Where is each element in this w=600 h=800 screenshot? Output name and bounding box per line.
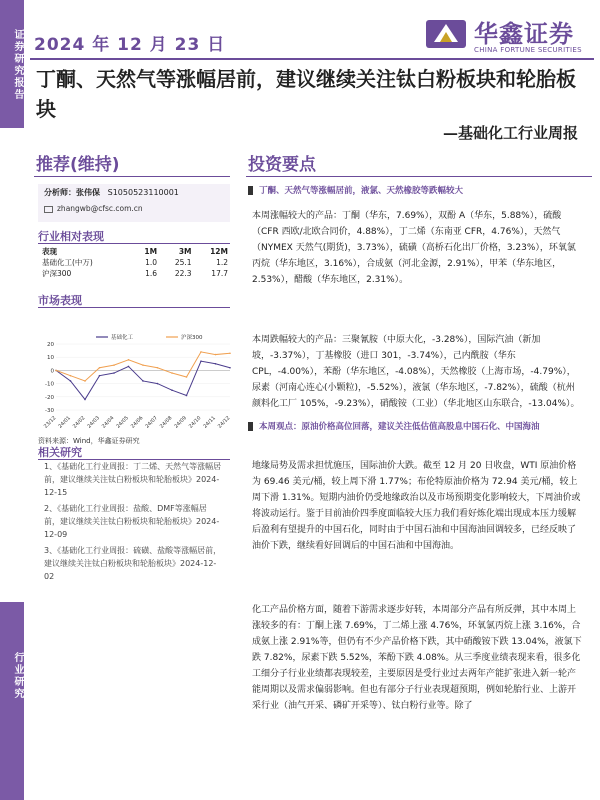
table-header: 1M (144, 247, 158, 256)
x-tick-label: 24/04 (100, 415, 116, 430)
data-point (171, 372, 173, 374)
y-tick-label: 0 (50, 368, 54, 375)
x-tick-label: 23/12 (42, 415, 58, 430)
chart-source-note: 资料来源：Wind，华鑫证券研究 (38, 437, 140, 445)
x-tick-label: 24/12 (216, 415, 232, 430)
data-point (215, 363, 217, 365)
analyst-box (38, 184, 230, 222)
market-performance-rule (38, 307, 230, 308)
performance-table (40, 246, 230, 279)
analyst-id: S1050523110001 (107, 188, 179, 197)
table-header: 3M (178, 247, 192, 256)
table-cell: 17.7 (211, 269, 228, 278)
table-cell: 25.1 (174, 258, 192, 267)
data-point (142, 364, 144, 366)
market-chart-svg (38, 332, 234, 434)
data-point (171, 389, 173, 391)
section1-heading (248, 184, 463, 196)
market-chart (38, 332, 234, 434)
data-point (157, 367, 159, 369)
related-item[interactable]: 1、《基础化工行业周报：丁二烯、天然气等涨幅居前，建议继续关注钛白粉板块和轮胎板块》2024-12-15 (44, 462, 222, 497)
x-tick-label: 24/01 (57, 415, 72, 430)
series-line-1 (56, 352, 230, 381)
y-tick-label: 10 (47, 355, 54, 362)
data-point (99, 375, 101, 377)
data-point (113, 364, 115, 366)
y-tick-label: -30 (45, 408, 54, 414)
bullet-square-icon (248, 422, 253, 431)
analyst-name: 分析师：张伟保 (44, 188, 100, 197)
paragraph-losers: 本周跌幅较大的产品：三聚氰胺（中原大化，-3.28%），国际汽油（新加坡，-3.37%），丁基橡胶（进口 301，-3.74%），己内酰胺（华东 CPL，-4.00%），苯酚（华东地区，-4.08%），天然橡胶（上海市场，-4.79%），尿素（河南心连心(小颗粒)，-5.52%），液氯（华东地区，-7.82%），硫酸（杭州颜料化工厂 105%，-9.23%），硝酸铵（工业）（华北地区山东联合，-13.04%）。 (252, 335, 580, 409)
relative-performance-heading: 行业相对表现 (38, 230, 104, 243)
right-divider (246, 176, 592, 177)
data-point (186, 395, 188, 397)
logo-text-cn: 华鑫证券 (474, 20, 574, 48)
sidebar-bottom-text: 行业研究 (12, 652, 23, 700)
y-tick-label: -10 (45, 381, 54, 388)
data-point (128, 366, 130, 368)
data-point (70, 380, 72, 382)
company-logo (424, 10, 594, 60)
table-cell: 22.3 (174, 269, 192, 278)
data-point (229, 352, 231, 354)
relative-performance-rule (38, 243, 230, 244)
data-point (215, 354, 217, 356)
table-row (40, 257, 230, 268)
table-cell: 1.0 (145, 258, 158, 267)
section2-heading-text: 本周观点：原油价格高位回落，建议关注低估值高股息中国石化、中国海油 (259, 422, 540, 432)
analyst-email-line (44, 204, 143, 213)
logo-text-en: CHINA FORTUNE SECURITIES (474, 46, 582, 54)
market-performance-heading: 市场表现 (38, 294, 82, 307)
logo-mark-icon (424, 14, 468, 52)
x-tick-label: 24/03 (86, 415, 101, 430)
related-research-list (44, 460, 222, 586)
section2-heading (248, 420, 584, 435)
x-tick-label: 24/06 (129, 415, 145, 430)
bullet-square-icon (248, 186, 253, 195)
report-title: 丁酮、天然气等涨幅居前，建议继续关注钛白粉板块和轮胎板块 (36, 67, 576, 121)
table-cell: 基础化工(中万) (42, 258, 93, 267)
x-tick-label: 24/08 (158, 415, 174, 430)
paragraph-chemicals: 化工产品价格方面，随着下游需求逐步好转，本周部分产品有所反弹，其中本周上涨较多的有：丁酮上涨 7.69%，丁二烯上涨 4.76%，环氧氯丙烷上涨 3.16%，合成氨上涨 2.91%等，但仍有不少产品价格下跌，其中硝酸铵下跌 13.04%，液氯下跌 7.82%，尿素下跌 5.52%，苯酚下跌 4.08%。从三季度业绩表现来看，很多化工细分子行业业绩都表现较差，主要原因是受行业过去两年产能扩张进入新一轮产能周期以及需求偏弱影响。但也有部分子行业表现超预期，例如轮胎行业、上游开采行业（油气开采、磷矿开采等）、钛白粉行业等。除了 (252, 605, 582, 711)
left-divider (34, 176, 230, 177)
analyst-email[interactable]: zhangwb@cfsc.com.cn (57, 204, 143, 213)
data-point (84, 380, 86, 382)
x-tick-label: 24/02 (71, 415, 87, 430)
x-tick-label: 24/11 (202, 415, 217, 430)
data-point (157, 383, 159, 385)
rating-heading: 推荐(维持) (36, 155, 120, 175)
x-tick-label: 24/10 (187, 415, 203, 430)
section1-heading-text: 丁酮、天然气等涨幅居前，液氯、天然橡胶等跌幅较大 (259, 186, 464, 196)
paragraph-gainers: 本周涨幅较大的产品：丁酮（华东，7.69%），双酚 A（华东，5.88%），硫酸（CFR 西欧/北欧合同价，4.88%），丁二烯（东南亚 CFR，4.76%），天然气（NYMEX 天然气(期货)，3.73%），硫磺（高桥石化出厂价格，3.23%），环氧氯丙烷（华东地区，3.16%），合成氨（河北金源，2.91%），甲苯（华东地区，2.53%），醋酸（华东地区，2.31%）。 (252, 211, 576, 285)
x-tick-label: 24/07 (144, 415, 159, 430)
x-tick-label: 24/09 (173, 415, 188, 430)
data-point (186, 376, 188, 378)
sidebar-top-text: 证券研究报告 (12, 29, 23, 101)
paragraph-oil: 地缘局势及需求担忧施压，国际油价大跌。截至 12 月 20 日收盘，WTI 原油价格为 69.46 美元/桶，较上周下滑 1.77%；布伦特原油价格为 72.94 美元/桶，较上周下滑 1.31%。短期内油价仍受地缘政治以及市场预期变化影响较大，下周油价或将波动运行。鉴于目前油价四季度面临较大压力我们看好炼化端出现成本压力缓解后盈利有望提升的中国石化，同时由于中国石油和中国海油回调较多，已经反映了油价下跌，继续看好回调后的中国石油和中国海油。 (252, 461, 581, 551)
data-point (113, 372, 115, 374)
data-point (200, 351, 202, 353)
table-cell: 1.6 (145, 269, 158, 278)
related-item[interactable]: 3、《基础化工行业周报：硫磺、盐酸等涨幅居前，建议继续关注钛白粉板块和轮胎板块》2024-12-02 (44, 546, 222, 581)
x-tick-label: 24/05 (115, 415, 130, 430)
y-tick-label: -20 (45, 394, 54, 401)
table-header-row (40, 246, 230, 257)
data-point (200, 360, 202, 362)
data-point (142, 380, 144, 382)
data-point (84, 399, 86, 401)
mail-icon (44, 206, 53, 213)
table-header: 12M (210, 247, 228, 256)
legend-label: 沪深300 (181, 335, 203, 341)
data-point (128, 359, 130, 361)
related-item[interactable]: 2、《基础化工行业周报：盐酸、DMF等涨幅居前，建议继续关注钛白粉板块和轮胎板块》2024-12-09 (44, 504, 220, 539)
report-subtitle: —基础化工行业周报 (442, 124, 578, 142)
y-tick-label: 20 (47, 342, 54, 348)
data-point (55, 370, 57, 372)
table-cell: 1.2 (216, 258, 228, 267)
table-row (40, 268, 230, 279)
data-point (70, 375, 72, 377)
analyst-line (44, 187, 179, 198)
legend-label: 基础化工 (111, 335, 134, 341)
report-date: 2024 年 12 月 23 日 (34, 35, 226, 55)
table-header: 表现 (42, 247, 57, 256)
investment-points-heading: 投资要点 (248, 155, 316, 175)
related-research-heading: 相关研究 (38, 446, 82, 459)
table-cell: 沪深300 (42, 269, 72, 278)
data-point (229, 367, 231, 369)
data-point (99, 367, 101, 369)
header-divider (30, 58, 594, 60)
